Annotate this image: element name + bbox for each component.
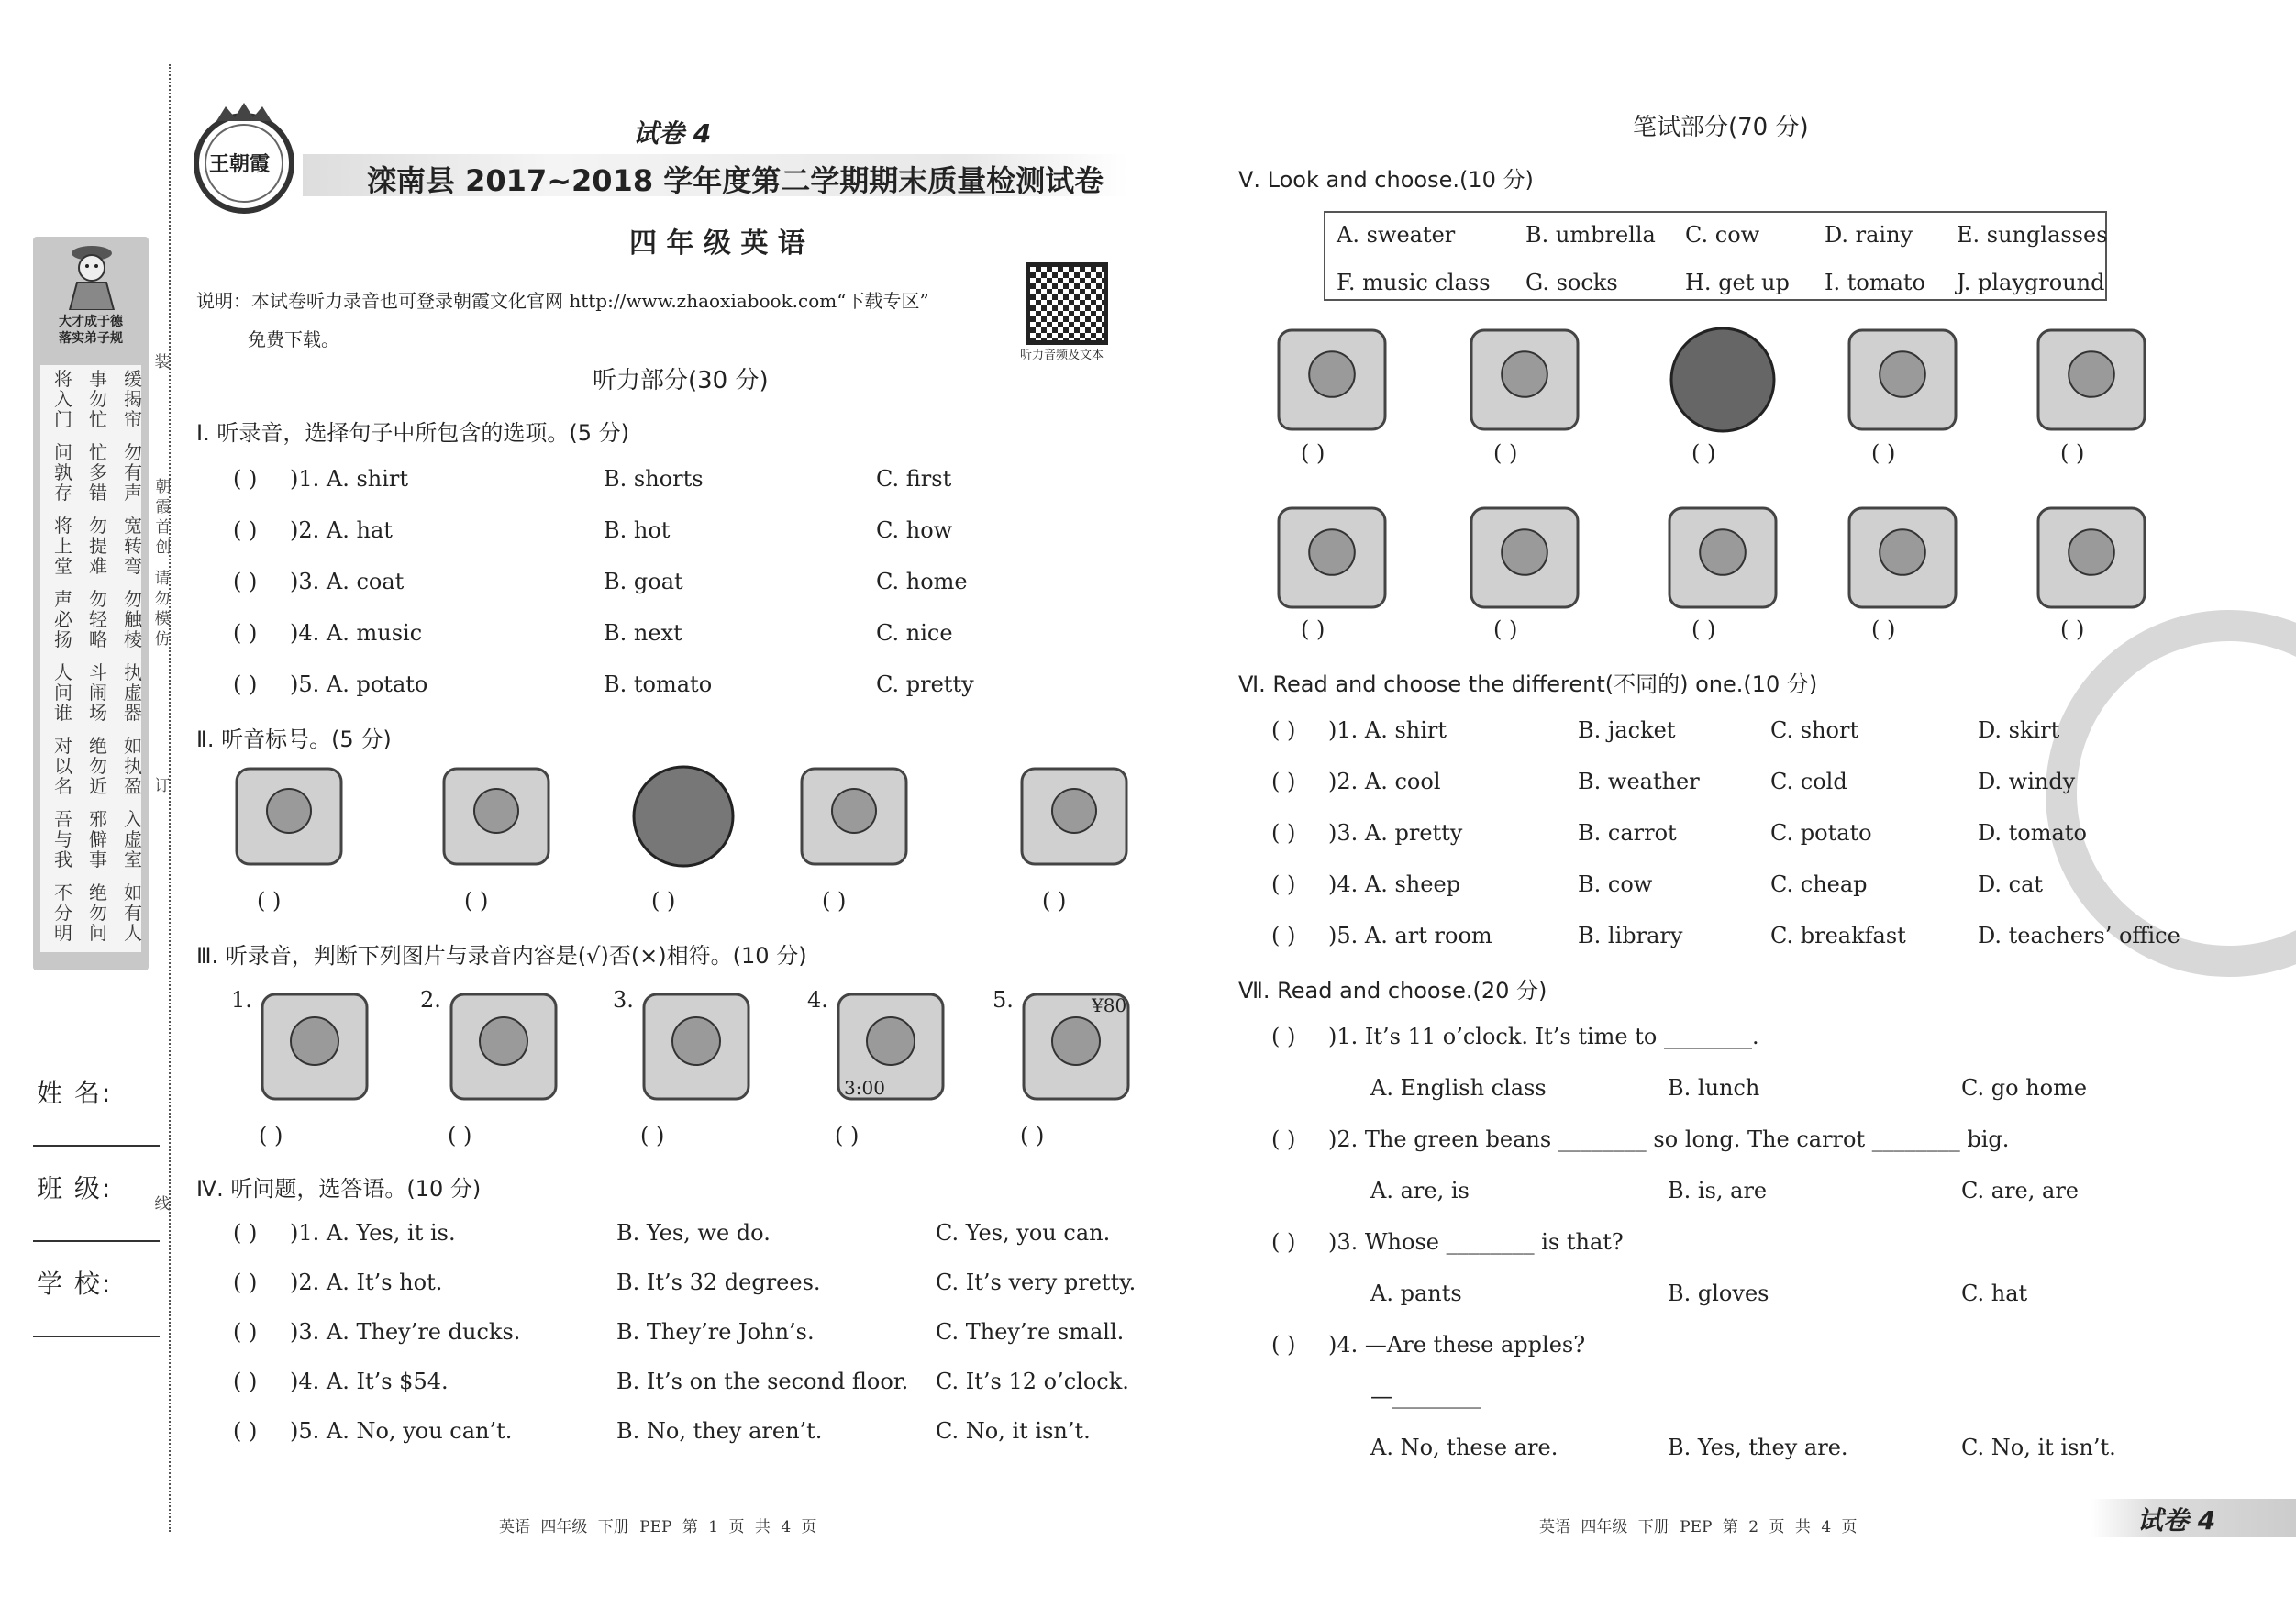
answer-blank[interactable]: ( ) xyxy=(1271,871,1296,897)
school-label: 学 校: xyxy=(37,1269,113,1299)
option-c: C. Yes, you can. xyxy=(936,1220,1111,1246)
tomato-icon xyxy=(1662,323,1783,437)
get-up-icon xyxy=(1271,323,1392,437)
option-a: )1. A. shirt xyxy=(290,466,409,492)
option-c: C. pretty xyxy=(876,671,974,697)
option-c: C. home xyxy=(876,569,968,594)
motto-column: 勿提难 xyxy=(89,515,107,577)
word-option: C. cow xyxy=(1685,222,1760,248)
music-class-icon xyxy=(2031,323,2152,437)
motto-column: 勿有声 xyxy=(124,441,142,504)
motto-column: 绝勿问 xyxy=(89,882,107,944)
option-b: B. Yes, we do. xyxy=(616,1220,771,1246)
answer-blank[interactable]: ( ) xyxy=(1493,616,1518,642)
picture-caption: 3:00 xyxy=(844,1077,885,1099)
option-c: C. hat xyxy=(1961,1281,2028,1306)
option-c: C. cold xyxy=(1770,769,1847,794)
option-b: B. gloves xyxy=(1668,1281,1769,1306)
answer-blank[interactable]: ( ) xyxy=(1271,1126,1296,1152)
option-b: B. jacket xyxy=(1578,717,1676,743)
option-b: B. shorts xyxy=(604,466,704,492)
word-option: G. socks xyxy=(1525,270,1618,295)
option-a: )4. A. sheep xyxy=(1328,871,1461,897)
option-c: C. No, it isn’t. xyxy=(1961,1435,2116,1460)
sweater-icon xyxy=(2031,501,2152,615)
motto-line: 落实弟子规 xyxy=(59,331,123,346)
binding-note: 装 xyxy=(154,353,171,372)
motto-column: 事勿忙 xyxy=(89,368,107,430)
qr-code-icon[interactable] xyxy=(1026,262,1108,345)
motto-column: 将上堂 xyxy=(54,515,72,577)
instruction-note: 说明：本试卷听力录音也可登录朝霞文化官网 http://www.zhaoxiabook.com“下载专区” xyxy=(196,290,929,312)
option-d: D. cat xyxy=(1978,871,2044,897)
option-b: B. goat xyxy=(604,569,683,594)
motto-column: 吾与我 xyxy=(54,808,72,871)
answer-blank[interactable]: ( ) xyxy=(259,1123,283,1148)
section-2-title: Ⅱ. 听音标号。(5 分) xyxy=(196,726,392,752)
option-a: )2. A. cool xyxy=(1328,769,1441,794)
item-number: 1. xyxy=(231,987,252,1013)
socks-icon xyxy=(1842,323,1963,437)
binding-note: 订 xyxy=(154,777,171,795)
option-c: C. cheap xyxy=(1770,871,1868,897)
option-c: C. go home xyxy=(1961,1075,2088,1101)
answer-blank[interactable]: ( ) xyxy=(822,888,847,914)
motto-column: 宽转弯 xyxy=(124,515,142,577)
binding-note: 朝霞首创 xyxy=(155,478,172,557)
answer-blank[interactable]: ( ) xyxy=(233,517,258,543)
horse-icon xyxy=(229,761,349,871)
motto-column: 问孰存 xyxy=(54,441,72,504)
answer-blank[interactable]: ( ) xyxy=(1301,616,1325,642)
motto-column: 人问谁 xyxy=(54,661,72,724)
answer-blank[interactable]: ( ) xyxy=(1691,440,1716,466)
exam-title: 滦南县 2017~2018 学年度第二学期期末质量检测试卷 xyxy=(367,163,1104,198)
motto-column: 将入门 xyxy=(54,368,72,430)
item-number: 4. xyxy=(807,987,828,1013)
option-c: C. breakfast xyxy=(1770,923,1906,948)
motto-column: 忙多错 xyxy=(89,441,107,504)
classroom-icon xyxy=(794,761,914,871)
answer-blank[interactable]: ( ) xyxy=(1271,923,1296,948)
answer-blank[interactable]: ( ) xyxy=(640,1123,665,1148)
option-a: )1. A. shirt xyxy=(1328,717,1447,743)
sun-icon xyxy=(624,761,743,871)
motto-column: 执虚器 xyxy=(124,661,142,724)
answer-blank[interactable]: ( ) xyxy=(233,466,258,492)
word-option: I. tomato xyxy=(1825,270,1925,295)
option-b: B. Yes, they are. xyxy=(1668,1435,1848,1460)
answer-blank[interactable]: ( ) xyxy=(233,1369,258,1394)
section-1-title: Ⅰ. 听录音，选择句子中所包含的选项。(5 分) xyxy=(196,420,629,446)
option-a: )1. A. Yes, it is. xyxy=(290,1220,456,1246)
section-6-title: Ⅵ. Read and choose the different(不同的) one.(10 分) xyxy=(1238,671,1818,697)
answer-blank[interactable]: ( ) xyxy=(1042,888,1067,914)
instruction-note: 免费下载。 xyxy=(248,328,339,350)
motto-column: 斗闹场 xyxy=(89,661,107,724)
answer-blank[interactable]: ( ) xyxy=(1493,440,1518,466)
boy-walking-icon xyxy=(1015,761,1134,871)
motto-column: 声必扬 xyxy=(54,588,72,650)
name-label: 姓 名: xyxy=(37,1078,113,1108)
option-b: B. No, they aren’t. xyxy=(616,1418,823,1444)
page-footer: 英语 四年级 下册 PEP 第 1 页 共 4 页 xyxy=(499,1518,817,1536)
playground-icon xyxy=(1464,501,1585,615)
answer-blank[interactable]: ( ) xyxy=(1271,820,1296,846)
binding-note: 请勿模仿 xyxy=(154,570,171,649)
answer-blank[interactable]: ( ) xyxy=(233,1319,258,1345)
question-text: )1. It’s 11 o’clock. It’s time to ________. xyxy=(1328,1024,1759,1049)
option-b: B. They’re John’s. xyxy=(616,1319,815,1345)
item-number: 2. xyxy=(420,987,441,1013)
option-b: B. weather xyxy=(1578,769,1700,794)
exam-subtitle: 四 年 级 英 语 xyxy=(629,227,805,260)
option-c: C. It’s 12 o’clock. xyxy=(936,1369,1129,1394)
option-c: C. It’s very pretty. xyxy=(936,1270,1137,1295)
answer-blank[interactable]: ( ) xyxy=(1271,1229,1296,1255)
answer-blank[interactable]: ( ) xyxy=(1271,769,1296,794)
option-b: B. lunch xyxy=(1668,1075,1760,1101)
section-5-title: Ⅴ. Look and choose.(10 分) xyxy=(1238,167,1534,193)
answer-blank[interactable]: ( ) xyxy=(464,888,489,914)
option-b: B. is, are xyxy=(1668,1178,1768,1203)
option-b: B. It’s on the second floor. xyxy=(616,1369,909,1394)
option-b: B. tomato xyxy=(604,671,713,697)
binding-note: 线 xyxy=(154,1195,171,1214)
class-field[interactable] xyxy=(33,1240,160,1242)
word-option: H. get up xyxy=(1685,270,1790,295)
question-text: )2. The green beans ________ so long. The carrot ________ big. xyxy=(1328,1126,2010,1152)
option-b: B. library xyxy=(1578,923,1683,948)
option-c: C. potato xyxy=(1770,820,1872,846)
answer-blank[interactable]: ( ) xyxy=(233,671,258,697)
school-field[interactable] xyxy=(33,1336,160,1337)
paper-tag: 试卷 4 xyxy=(633,118,712,149)
option-d: D. tomato xyxy=(1978,820,2087,846)
answer-blank[interactable]: ( ) xyxy=(1020,1123,1045,1148)
answer-blank[interactable]: ( ) xyxy=(1271,717,1296,743)
qr-caption: 听力音频及文本 xyxy=(1020,349,1104,362)
answer-blank[interactable]: ( ) xyxy=(1691,616,1716,642)
rainy-icon xyxy=(1842,501,1963,615)
motto-column: 勿轻略 xyxy=(89,588,107,650)
motto-column: 对以名 xyxy=(54,735,72,797)
motto-column: 绝勿近 xyxy=(89,735,107,797)
option-a: )2. A. hat xyxy=(290,517,393,543)
word-option: B. umbrella xyxy=(1525,222,1656,248)
option-b: B. next xyxy=(604,620,682,646)
answer-blank[interactable]: ( ) xyxy=(233,620,258,646)
option-a: A. are, is xyxy=(1370,1178,1470,1203)
word-option: D. rainy xyxy=(1825,222,1913,248)
option-a: )3. A. They’re ducks. xyxy=(290,1319,521,1345)
answer-blank[interactable]: ( ) xyxy=(233,1418,258,1444)
picture-caption: ¥80 xyxy=(1092,994,1127,1016)
word-option: F. music class xyxy=(1337,270,1491,295)
answer-blank[interactable]: ( ) xyxy=(2060,616,2085,642)
motto-column: 勿触棱 xyxy=(124,588,142,650)
answer-blank[interactable]: ( ) xyxy=(835,1123,860,1148)
option-a: )5. A. potato xyxy=(290,671,428,697)
answer-blank[interactable]: ( ) xyxy=(2060,440,2085,466)
option-a: A. English class xyxy=(1370,1075,1547,1101)
option-a: )2. A. It’s hot. xyxy=(290,1270,443,1295)
motto-line: 大才成于德 xyxy=(59,315,123,329)
option-c: C. No, it isn’t. xyxy=(936,1418,1091,1444)
option-c: C. first xyxy=(876,466,952,492)
boy-hat-icon xyxy=(444,987,563,1106)
name-field[interactable] xyxy=(33,1145,160,1147)
word-option: E. sunglasses xyxy=(1957,222,2108,248)
answer-blank[interactable]: ( ) xyxy=(448,1123,472,1148)
option-a: )5. A. No, you can’t. xyxy=(290,1418,513,1444)
answer-blank[interactable]: ( ) xyxy=(1871,616,1896,642)
option-a: )5. A. art room xyxy=(1328,923,1492,948)
item-number: 3. xyxy=(613,987,634,1013)
umbrella-icon xyxy=(1271,501,1392,615)
motto-column: 如有人 xyxy=(124,882,142,944)
scholar-icon xyxy=(55,240,128,310)
option-a: A. No, these are. xyxy=(1370,1435,1558,1460)
sunglasses-icon xyxy=(1464,323,1585,437)
motto-column: 邪僻事 xyxy=(89,808,107,871)
option-a: )4. A. It’s $54. xyxy=(290,1369,449,1394)
word-option: J. playground xyxy=(1957,270,2105,295)
page-footer: 英语 四年级 下册 PEP 第 2 页 共 4 页 xyxy=(1539,1518,1858,1536)
question-text: )4. —Are these apples? xyxy=(1328,1332,1586,1358)
motto-column: 如执盈 xyxy=(124,735,142,797)
answer-blank[interactable]: ( ) xyxy=(1871,440,1896,466)
option-a: )3. A. pretty xyxy=(1328,820,1463,846)
option-a: A. pants xyxy=(1370,1281,1462,1306)
option-a: )3. A. coat xyxy=(290,569,405,594)
answer-blank[interactable]: ( ) xyxy=(1271,1024,1296,1049)
cold-person-icon xyxy=(637,987,756,1106)
binding-line xyxy=(169,64,171,1532)
section-3-title: Ⅲ. 听录音，判断下列图片与录音内容是(√)否(×)相符。(10 分) xyxy=(196,943,807,969)
hens-icon xyxy=(255,987,374,1106)
word-option: A. sweater xyxy=(1337,222,1456,248)
written-title: 笔试部分(70 分) xyxy=(1633,114,1809,141)
answer-blank[interactable]: ( ) xyxy=(233,569,258,594)
section-7-title: Ⅶ. Read and choose.(20 分) xyxy=(1238,978,1547,1004)
answer-blank[interactable]: ( ) xyxy=(1301,440,1325,466)
option-b: B. It’s 32 degrees. xyxy=(616,1270,821,1295)
corner-tag: 试卷 4 xyxy=(2137,1505,2216,1536)
motto-column: 不分明 xyxy=(54,882,72,944)
option-a: )4. A. music xyxy=(290,620,423,646)
option-b: B. hot xyxy=(604,517,671,543)
section-4-title: Ⅳ. 听问题，选答语。(10 分) xyxy=(196,1176,482,1202)
option-b: B. cow xyxy=(1578,871,1653,897)
secret-seal-icon xyxy=(2046,610,2296,977)
options-box xyxy=(1324,211,2107,301)
option-d: D. windy xyxy=(1978,769,2076,794)
answer-blank[interactable]: ( ) xyxy=(1271,1332,1296,1358)
listening-title: 听力部分(30 分) xyxy=(593,367,769,394)
answer-line: —________ xyxy=(1370,1383,1481,1409)
option-c: C. how xyxy=(876,517,953,543)
cow-icon xyxy=(1662,501,1783,615)
option-c: C. are, are xyxy=(1961,1178,2079,1203)
item-number: 5. xyxy=(993,987,1014,1013)
option-d: D. skirt xyxy=(1978,717,2060,743)
class-label: 班 级: xyxy=(37,1173,113,1203)
motto-column: 缓揭帘 xyxy=(124,368,142,430)
option-c: C. nice xyxy=(876,620,953,646)
question-text: )3. Whose ________ is that? xyxy=(1328,1229,1624,1255)
motto-column: 入虚室 xyxy=(124,808,142,871)
answer-blank[interactable]: ( ) xyxy=(651,888,676,914)
option-c: C. short xyxy=(1770,717,1859,743)
option-d: D. teachers’ office xyxy=(1978,923,2180,948)
answer-blank[interactable]: ( ) xyxy=(233,1270,258,1295)
option-b: B. carrot xyxy=(1578,820,1677,846)
answer-blank[interactable]: ( ) xyxy=(233,1220,258,1246)
option-c: C. They’re small. xyxy=(936,1319,1125,1345)
answer-blank[interactable]: ( ) xyxy=(257,888,282,914)
scarf-icon xyxy=(437,761,556,871)
brand-name: 王朝霞 xyxy=(209,152,271,175)
